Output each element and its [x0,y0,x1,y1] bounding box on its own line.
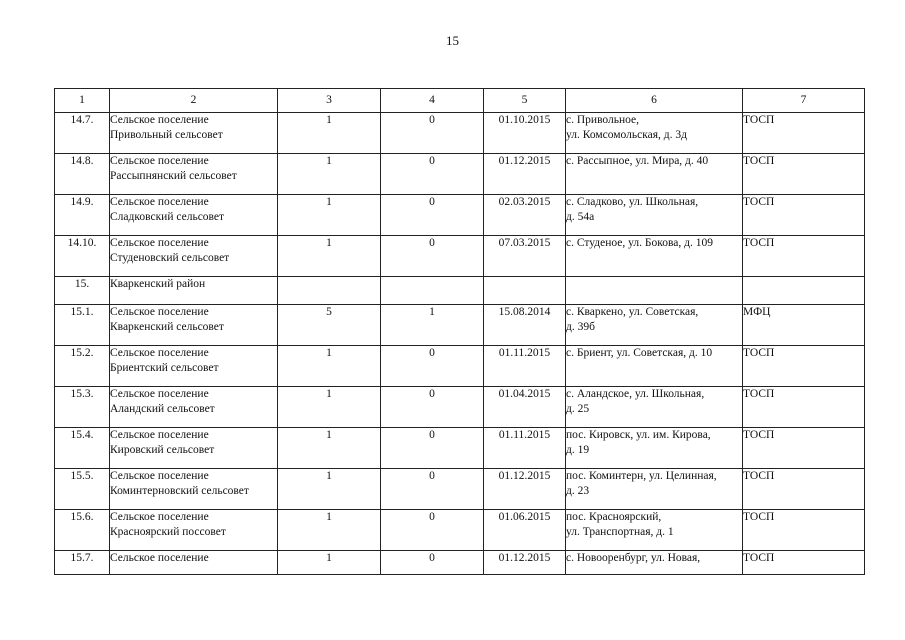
column-4-cell [381,277,484,305]
row-number-cell: 15.3. [55,387,110,428]
column-4-cell: 0 [381,346,484,387]
column-3-cell: 1 [278,428,381,469]
column-header: 3 [278,89,381,113]
header-row [55,89,865,113]
document-table [54,88,865,575]
settlement-name-cell [110,195,278,236]
address-line: с. Сладково, ул. Школьная, [566,196,699,208]
column-4-cell: 0 [381,510,484,551]
address-line: д. 23 [566,485,590,497]
row-number-cell: 14.8. [55,154,110,195]
date-cell [484,277,566,305]
name-line: Кваркенский сельсовет [110,321,224,333]
address-cell [566,277,743,305]
column-header: 2 [110,89,278,113]
address-cell [566,551,743,575]
table-row [55,387,865,428]
row-number-cell: 15. [55,277,110,305]
address-line: ул. Комсомольская, д. 3д [566,129,687,141]
address-cell [566,387,743,428]
address-line: с. Бриент, ул. Советская, д. 10 [566,347,713,359]
address-line: пос. Коминтерн, ул. Целинная, [566,470,717,482]
column-header: 7 [743,89,865,113]
row-number-cell: 14.10. [55,236,110,277]
type-cell: ТОСП [743,154,865,195]
name-line: Сельское поселение [110,511,209,523]
table-row [55,195,865,236]
type-cell: ТОСП [743,551,865,575]
date-cell: 07.03.2015 [484,236,566,277]
address-line: с. Аландское, ул. Школьная, [566,388,705,400]
column-4-cell: 0 [381,551,484,575]
name-line: Аландский сельсовет [110,403,215,415]
row-number-cell: 15.6. [55,510,110,551]
row-number-cell: 15.1. [55,305,110,346]
name-line: Сельское поселение [110,470,209,482]
address-line: с. Привольное, [566,114,640,126]
column-header: 4 [381,89,484,113]
table-row [55,236,865,277]
column-3-cell: 1 [278,113,381,154]
table-row [55,551,865,575]
settlement-name-cell [110,428,278,469]
settlement-name-cell [110,236,278,277]
address-cell [566,154,743,195]
settlement-name-cell [110,387,278,428]
type-cell [743,277,865,305]
row-number-cell: 15.2. [55,346,110,387]
row-number-cell: 15.5. [55,469,110,510]
column-3-cell: 1 [278,236,381,277]
address-cell [566,236,743,277]
name-line: Сладковский сельсовет [110,211,225,223]
settlement-name-cell [110,346,278,387]
type-cell: ТОСП [743,469,865,510]
table-header [55,89,865,113]
column-header: 1 [55,89,110,113]
address-line: с. Кваркено, ул. Советская, [566,306,699,318]
table-row [55,154,865,195]
table-row [55,428,865,469]
column-header: 5 [484,89,566,113]
column-3-cell [278,277,381,305]
type-cell: ТОСП [743,346,865,387]
column-3-cell: 1 [278,195,381,236]
table-row [55,346,865,387]
table-row [55,113,865,154]
column-3-cell: 1 [278,551,381,575]
name-line: Бриентский сельсовет [110,362,219,374]
address-cell [566,195,743,236]
date-cell: 01.12.2015 [484,469,566,510]
table-row [55,510,865,551]
settlement-name-cell [110,154,278,195]
name-line: Сельское поселение [110,388,209,400]
name-line: Коминтерновский сельсовет [110,485,249,497]
type-cell: ТОСП [743,236,865,277]
settlement-name-cell [110,551,278,575]
address-cell [566,346,743,387]
address-line: с. Студеное, ул. Бокова, д. 109 [566,237,713,249]
settlement-name-cell [110,469,278,510]
column-4-cell: 1 [381,305,484,346]
type-cell: ТОСП [743,510,865,551]
date-cell: 01.10.2015 [484,113,566,154]
row-number-cell: 15.7. [55,551,110,575]
name-line: Сельское поселение [110,155,209,167]
column-3-cell: 1 [278,469,381,510]
date-cell: 01.06.2015 [484,510,566,551]
date-cell: 15.08.2014 [484,305,566,346]
page-number: 15 [446,33,459,48]
address-cell [566,305,743,346]
name-line: Сельское поселение [110,347,209,359]
type-cell: МФЦ [743,305,865,346]
column-header: 6 [566,89,743,113]
address-line: с. Рассыпное, ул. Мира, д. 40 [566,155,709,167]
table-row [55,277,865,305]
address-line: с. Новооренбург, ул. Новая, [566,552,701,564]
address-line: д. 25 [566,403,590,415]
name-line: Кваркенский район [110,278,206,290]
name-line: Красноярский поссовет [110,526,226,538]
column-4-cell: 0 [381,154,484,195]
column-3-cell: 1 [278,154,381,195]
column-3-cell: 5 [278,305,381,346]
column-4-cell: 0 [381,195,484,236]
table-row [55,305,865,346]
address-line: пос. Кировск, ул. им. Кирова, [566,429,711,441]
settlement-name-cell [110,305,278,346]
date-cell: 01.12.2015 [484,154,566,195]
date-cell: 02.03.2015 [484,195,566,236]
name-line: Студеновский сельсовет [110,252,230,264]
address-line: ул. Транспортная, д. 1 [566,526,674,538]
column-4-cell: 0 [381,469,484,510]
column-4-cell: 0 [381,236,484,277]
row-number-cell: 14.7. [55,113,110,154]
address-line: д. 54а [566,211,595,223]
column-4-cell: 0 [381,387,484,428]
column-3-cell: 1 [278,346,381,387]
name-line: Сельское поселение [110,114,209,126]
date-cell: 01.04.2015 [484,387,566,428]
address-line: д. 39б [566,321,595,333]
column-3-cell: 1 [278,387,381,428]
settlement-name-cell [110,510,278,551]
column-4-cell: 0 [381,428,484,469]
date-cell: 01.12.2015 [484,551,566,575]
type-cell: ТОСП [743,387,865,428]
settlement-name-cell [110,113,278,154]
settlement-name-cell [110,277,278,305]
name-line: Сельское поселение [110,306,209,318]
address-line: пос. Красноярский, [566,511,662,523]
address-cell [566,113,743,154]
column-3-cell: 1 [278,510,381,551]
address-line: д. 19 [566,444,590,456]
type-cell: ТОСП [743,428,865,469]
date-cell: 01.11.2015 [484,346,566,387]
name-line: Сельское поселение [110,237,209,249]
row-number-cell: 14.9. [55,195,110,236]
name-line: Кировский сельсовет [110,444,215,456]
address-cell [566,428,743,469]
type-cell: ТОСП [743,195,865,236]
date-cell: 01.11.2015 [484,428,566,469]
name-line: Привольный сельсовет [110,129,223,141]
address-cell [566,469,743,510]
table-row [55,469,865,510]
name-line: Рассыпнянский сельсовет [110,170,237,182]
column-4-cell: 0 [381,113,484,154]
row-number-cell: 15.4. [55,428,110,469]
address-cell [566,510,743,551]
type-cell: ТОСП [743,113,865,154]
name-line: Сельское поселение [110,429,209,441]
name-line: Сельское поселение [110,196,209,208]
name-line: Сельское поселение [110,552,209,564]
table-body [55,113,865,575]
